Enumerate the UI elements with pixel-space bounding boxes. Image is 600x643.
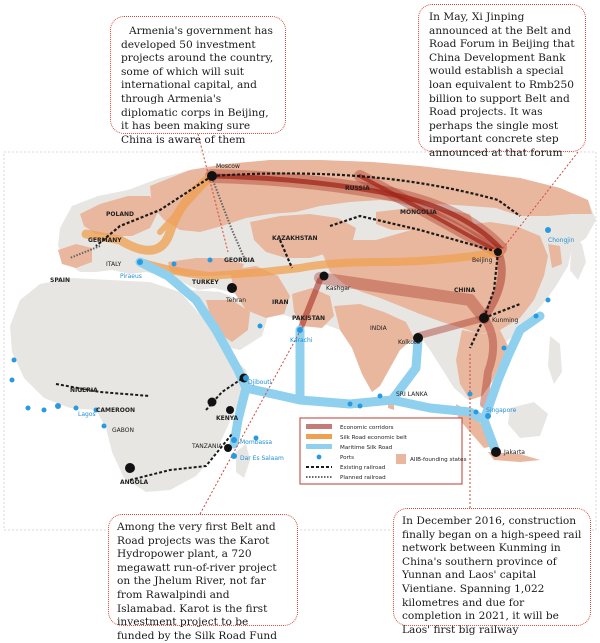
legend-swatch-economic-corridors [306, 424, 332, 429]
legend-existing-railroad: Existing railroad [340, 465, 386, 471]
label-russia: RUSSIA [345, 185, 370, 192]
label-kashgar: Kashgar [326, 285, 351, 292]
legend-swatch-aiib [396, 454, 406, 464]
label-italy: ITALY [106, 261, 122, 268]
legend-swatch-maritime [306, 444, 332, 449]
label-cameroon: CAMEROON [96, 407, 135, 414]
legend-planned-railroad: Planned railroad [340, 475, 386, 481]
label-turkey: TURKEY [192, 279, 219, 286]
legend-ports: Ports [340, 455, 355, 461]
callout-xi-jinping: In May, Xi Jinping announced at the Belt and Road Forum in Beijing that China Development Bank would establish a special loan equivalent to Rmb250 billion to support Belt and Road projects. It was perhaps the single most important concrete step announced at that forum [418, 4, 586, 152]
label-dar-es-salaam: Dar Es Salaam [240, 455, 284, 462]
label-karachi: Karachi [290, 337, 313, 344]
label-beijing: Beijing [472, 257, 493, 264]
callout-railway: In December 2016, construction finally began on a high-speed rail network between Kunming in China's southern province of Yunnan and Laos' capital Vientiane. Spanning 1,022 kilometres and due for completion in 2021, it will be Laos' first big railway [393, 508, 591, 626]
label-india: INDIA [370, 325, 387, 332]
label-kolkota: Kolkota [398, 339, 420, 346]
label-tanzania: TANZANIA [192, 443, 223, 450]
label-iran: IRAN [272, 299, 289, 306]
label-moscow: Moscow [216, 163, 240, 170]
label-kenya: KENYA [216, 415, 239, 422]
label-pakistan: PAKISTAN [292, 315, 325, 322]
legend-swatch-ports [317, 455, 322, 460]
legend-economic-corridors: Economic corridors [340, 425, 394, 431]
label-spain: SPAIN [50, 277, 71, 284]
label-mombassa: Mombassa [240, 439, 273, 446]
label-georgia: GEORGIA [224, 257, 255, 264]
callout-armenia: Armenia's government has developed 50 investment projects around the country, some of which will suit international capital, and through Armenia's diplomatic corps in Beijing, it has been making sure China is aware of them [110, 16, 286, 134]
label-gabon: GABON [112, 427, 134, 434]
label-jakarta: Jakarta [504, 449, 525, 456]
legend-aiib-states: AIIB-founding states [410, 457, 467, 463]
label-chongjin: Chongjin [548, 237, 575, 244]
label-djibouti: Djibouti [248, 379, 272, 386]
label-tehran: Tehran [226, 297, 247, 304]
label-kazakhstan: KAZAKHSTAN [272, 235, 318, 242]
legend-silk-road-belt: Silk Road economic belt [340, 435, 407, 441]
label-poland: POLAND [106, 211, 134, 218]
label-singapore: Singapore [486, 407, 517, 414]
label-germany: GERMANY [88, 237, 122, 244]
label-mongolia: MONGOLIA [400, 209, 437, 216]
legend-maritime-silk-road: Maritime Silk Road [340, 445, 393, 451]
legend [300, 418, 467, 484]
label-kunming: Kunming [492, 317, 519, 324]
label-nigeria: NIGERIA [70, 387, 98, 394]
label-sri-lanka: SRI LANKA [396, 391, 428, 398]
label-china: CHINA [454, 287, 476, 294]
label-angola: ANGOLA [120, 479, 149, 486]
label-lagos: Lagos [78, 411, 96, 418]
label-piraeus: Piraeus [120, 273, 142, 280]
callout-karot: Among the very first Belt and Road projects was the Karot Hydropower plant, a 720 megawatt run-of-river project on the Jhelum River, not far from Rawalpindi and Islamabad. Karot is the first investment project to be funded by the Silk Road Fund [108, 514, 298, 626]
legend-swatch-silk-road-belt [306, 434, 332, 439]
